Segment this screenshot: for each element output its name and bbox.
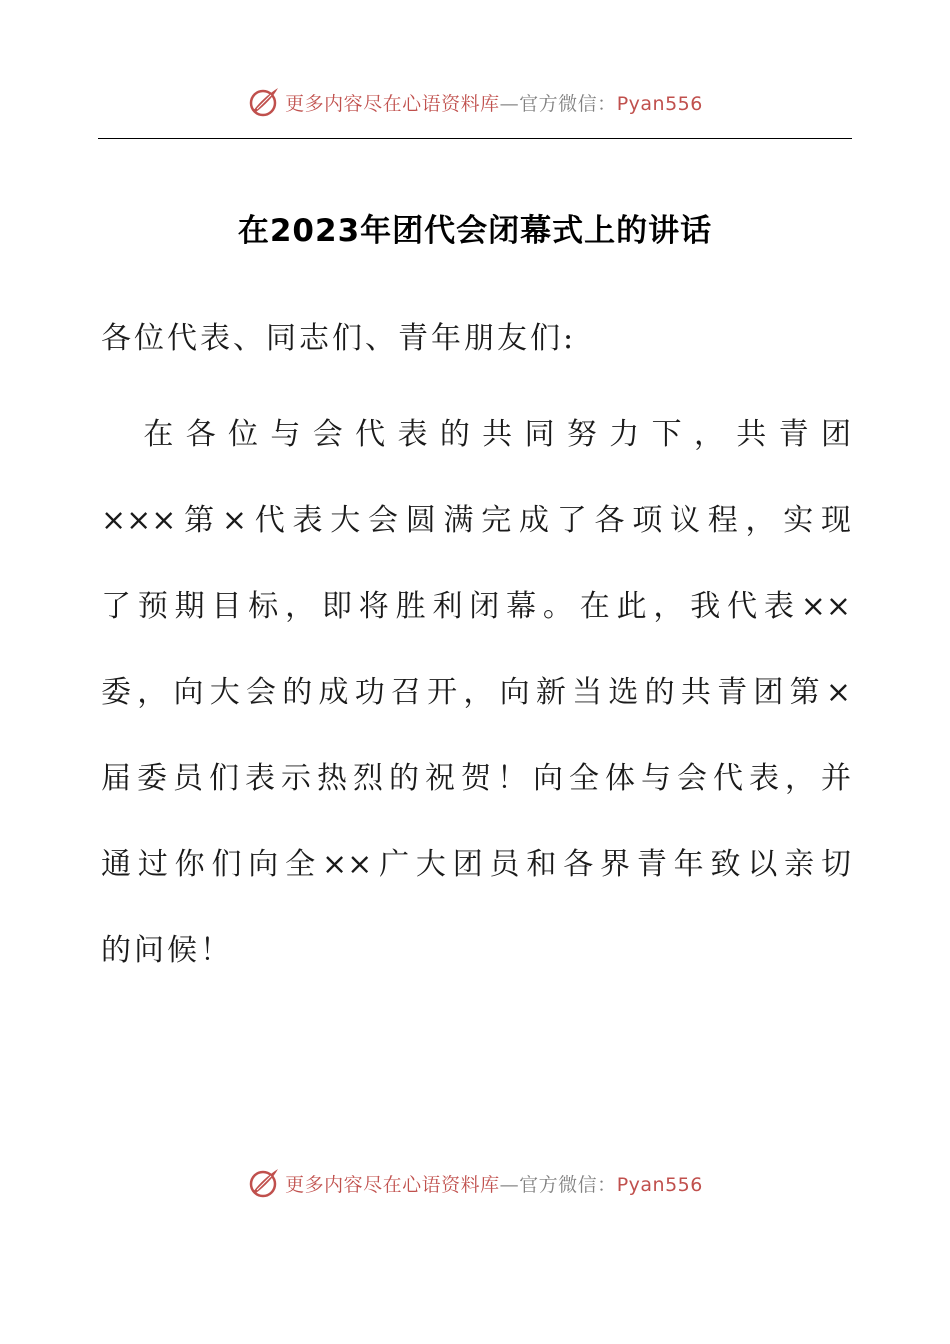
paragraph-line: 委，向大会的成功召开，向新当选的共青团第× — [101, 675, 851, 710]
banner-dash: — — [499, 92, 520, 115]
document-title: 在2023年团代会闭幕式上的讲话 — [237, 213, 713, 249]
paragraph-line: 了预期目标，即将胜利闭幕。在此，我代表×× — [101, 589, 851, 624]
banner-wx-label: 官方微信： — [519, 1173, 617, 1196]
banner-wx-label: 官方微信： — [519, 92, 617, 115]
salutation: 各位代表、同志们、青年朋友们: — [101, 321, 577, 356]
paragraph-line: 的问候！ — [101, 933, 233, 968]
header-banner-text — [285, 89, 703, 116]
banner-main-text: 更多内容尽在心语资料库 — [285, 1173, 500, 1196]
paragraph-line: 在各位与会代表的共同努力下，共青团 — [101, 417, 851, 452]
paragraph-line: 届委员们表示热烈的祝贺！向全体与会代表，并 — [101, 761, 851, 796]
paragraph-line: ×××第×代表大会圆满完成了各项议程，实现 — [101, 503, 851, 538]
paragraph-line: 通过你们向全××广大团员和各界青年致以亲切 — [101, 847, 851, 882]
quill-logo-icon — [247, 85, 281, 119]
banner-wx-id: Pyan556 — [616, 92, 703, 115]
banner-wx-id: Pyan556 — [616, 1173, 703, 1196]
footer-banner-text — [285, 1170, 703, 1197]
header-divider — [98, 138, 852, 139]
header-banner — [0, 82, 950, 122]
quill-logo-icon — [247, 1166, 281, 1200]
footer-banner — [0, 1163, 950, 1203]
banner-dash: — — [499, 1173, 520, 1196]
banner-main-text: 更多内容尽在心语资料库 — [285, 92, 500, 115]
